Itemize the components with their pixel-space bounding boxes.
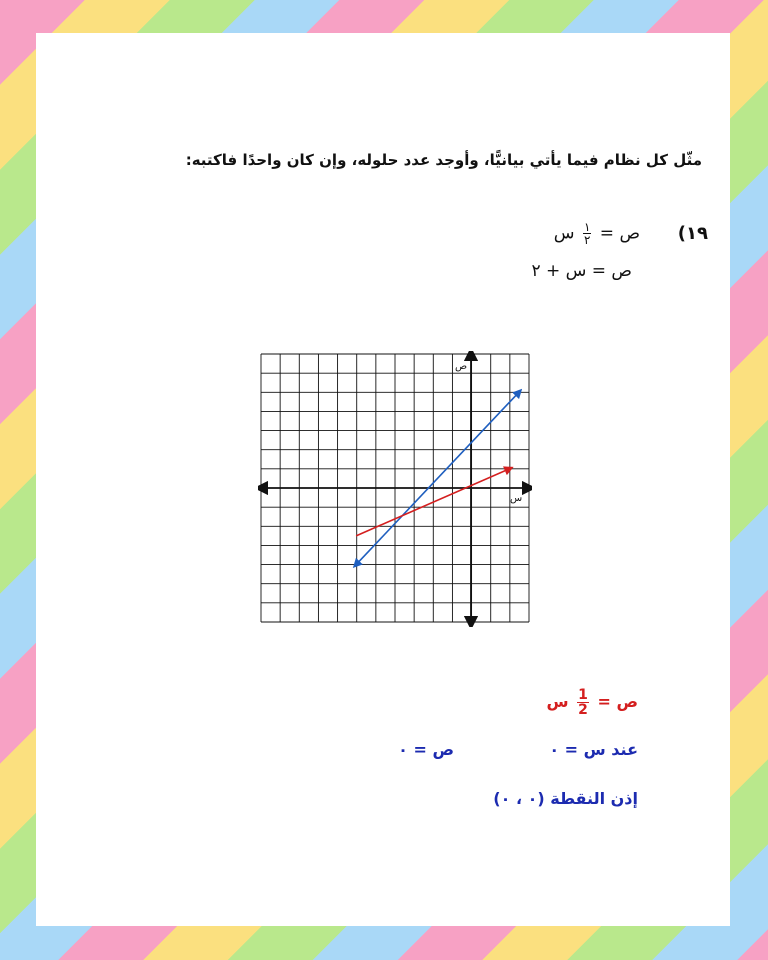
line-y-equals-x-plus-2: [356, 392, 519, 564]
fraction-denominator: ٢: [583, 233, 591, 247]
answer-fraction-denominator: 2: [578, 702, 588, 718]
answer-equation: [547, 688, 638, 717]
answer-y-zero: ص = ٠: [398, 740, 454, 759]
equation-2: ص = س + ٢: [531, 261, 632, 281]
instruction-text: مثّل كل نظام فيما يأتي بيانيًّا، وأوجد عدد حلوله، وإن كان واحدًا فاكتبه:: [185, 151, 702, 169]
answer-fraction-numerator: 1: [578, 687, 588, 703]
equation-1-lhs: ص =: [599, 223, 640, 244]
line-y-equals-half-x: [356, 469, 509, 536]
problem-number: ١٩): [677, 223, 708, 244]
y-axis-label: ص: [455, 361, 468, 372]
equation-1: [554, 221, 640, 246]
answer-eq-var: س: [546, 692, 569, 711]
coordinate-graph: [258, 351, 532, 627]
worksheet-card: [36, 33, 730, 926]
answer-fraction: [577, 688, 589, 717]
fraction-numerator: ١: [583, 220, 591, 234]
x-axis-label: س: [510, 493, 523, 504]
equation-1-fraction: [583, 221, 591, 246]
answer-eq-lhs: ص =: [597, 692, 638, 711]
answer-point: إذن النقطة (٠ ، ٠): [493, 789, 638, 808]
equation-1-var: س: [553, 223, 575, 244]
answer-when-x-zero: عند س = ٠: [549, 740, 638, 759]
